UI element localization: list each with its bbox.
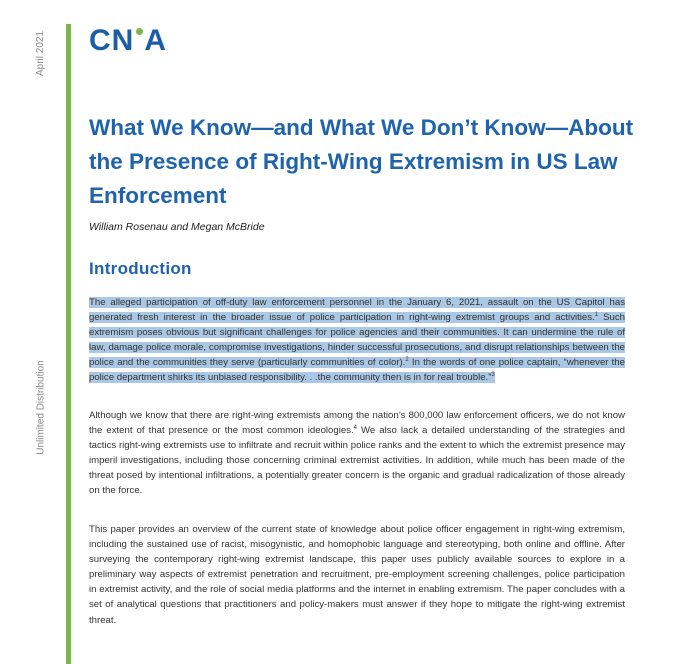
sidebar-date xyxy=(33,28,49,78)
sidebar-date-label: April 2021 xyxy=(35,30,47,76)
paragraph-text: This paper provides an overview of the current state of knowledge about police officer engagement in right-wing extremism, including the sustained use of racist, misogynistic, and homophobic language and stereotyping, both online and offline. After surveying the contemporary right-wing extremist landscape, this paper uses publicly available sources to explore in a preliminary way aspects of extremist penetration and recruitment, pre-employment screening challenges, police participation in extremist activity, and the role of social media platforms and the internet in enabling extremism. The paper concludes with a set of analytical questions that practitioners and policy-makers must answer if they hope to mitigate the right-wing extremist threat. xyxy=(89,524,625,626)
paragraph-text: Although we know that there are right-wing extremists among the nation’s 800,000 law enforcement officers, we do not know the extent of that presence or the most common ideologies. xyxy=(89,410,625,437)
logo-text-left: CN xyxy=(89,24,135,57)
paragraph-text: The alleged participation of off-duty law enforcement personnel in the January 6, 2021, assault on the US Capitol has generated fresh interest in the broader issue of police participation in right-wing extremist groups and activities. xyxy=(89,297,625,324)
paragraph-2[interactable] xyxy=(89,408,625,499)
accent-bar xyxy=(66,24,71,664)
section-heading-introduction: Introduction xyxy=(89,259,192,278)
footnote-marker[interactable]: 2 xyxy=(405,357,409,364)
sidebar-distribution-label: Unlimited Distribution xyxy=(35,360,47,455)
paragraph-1[interactable] xyxy=(89,295,625,386)
footnote-marker[interactable]: 1 xyxy=(594,311,599,318)
sidebar-distribution xyxy=(33,355,49,460)
document-authors: William Rosenau and Megan McBride xyxy=(89,221,265,233)
footnote-marker[interactable]: 4 xyxy=(353,424,357,431)
document-title: What We Know—and What We Don’t Know—About the Presence of Right-Wing Extremism in US Law Enforcement xyxy=(89,115,634,208)
logo-dot xyxy=(136,28,143,35)
footnote-marker[interactable]: 3 xyxy=(491,372,495,379)
cna-logo xyxy=(89,26,167,56)
paragraph-text: We also lack a detailed understanding of the strategies and tactics right-wing extremists use to infiltrate and recruit within police ranks and the extent to which the extremist presence may imperil investigations, including those concerning criminal extremist activities. In addition, while much has been made of the threat posed by intentional infiltrations, a potentially greater concern is the organic and gradual radicalization of those already on the force. xyxy=(89,425,625,497)
paragraph-text: In the words of one police captain, “whenever the police department shirks its unbiased responsibility. . .the community then is in for real trouble.” xyxy=(89,357,625,384)
logo-text-right: A xyxy=(144,24,168,57)
paragraph-text: Such extremism poses obvious but significant challenges for police agencies and their communities. It can undermine the rule of law, damage police morale, compromise investigations, hinder successful prosecutions, and disrupt relationships between the police and the communities they serve (particularly communities of color). xyxy=(89,312,625,369)
text-selection[interactable] xyxy=(89,297,625,383)
paragraph-3[interactable] xyxy=(89,522,625,628)
